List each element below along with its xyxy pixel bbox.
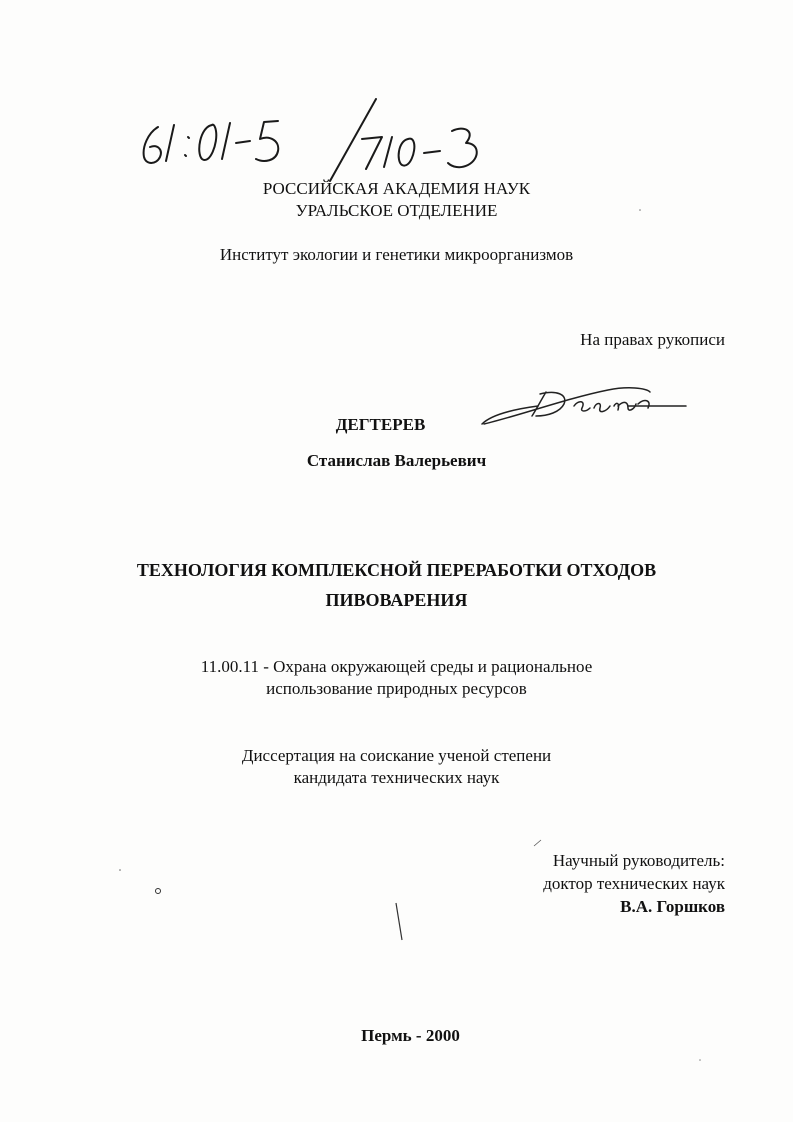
institute-name: Институт экологии и генетики микроорганизмов (219, 245, 574, 264)
degree-statement: Диссертация на соискание ученой степени (241, 746, 552, 765)
manuscript-rights: На правах рукописи (580, 330, 725, 349)
specialty-description: использование природных ресурсов (266, 679, 527, 698)
specialty-code: 11.00.11 - Охрана окружающей среды и рациональное (200, 657, 593, 676)
degree-type: кандидата технических наук (293, 768, 500, 787)
dissertation-title-line2: ПИВОВАРЕНИЯ (325, 590, 468, 610)
academy-division: УРАЛЬСКОЕ ОТДЕЛЕНИЕ (295, 201, 498, 220)
dissertation-title-line1: ТЕХНОЛОГИЯ КОМПЛЕКСНОЙ ПЕРЕРАБОТКИ ОТХОДОВ (136, 560, 657, 580)
supervisor-degree: доктор технических наук (543, 874, 725, 893)
place-and-year: Пермь - 2000 (361, 1026, 460, 1045)
supervisor-name: В.А. Горшков (620, 897, 725, 916)
author-surname: ДЕГТЕРЕВ (335, 415, 426, 434)
supervisor-label: Научный руководитель: (552, 851, 725, 870)
author-full-name: Станислав Валерьевич (306, 451, 487, 470)
academy-name: РОССИЙСКАЯ АКАДЕМИЯ НАУК (262, 179, 531, 198)
archive-number-handwritten (130, 95, 510, 185)
